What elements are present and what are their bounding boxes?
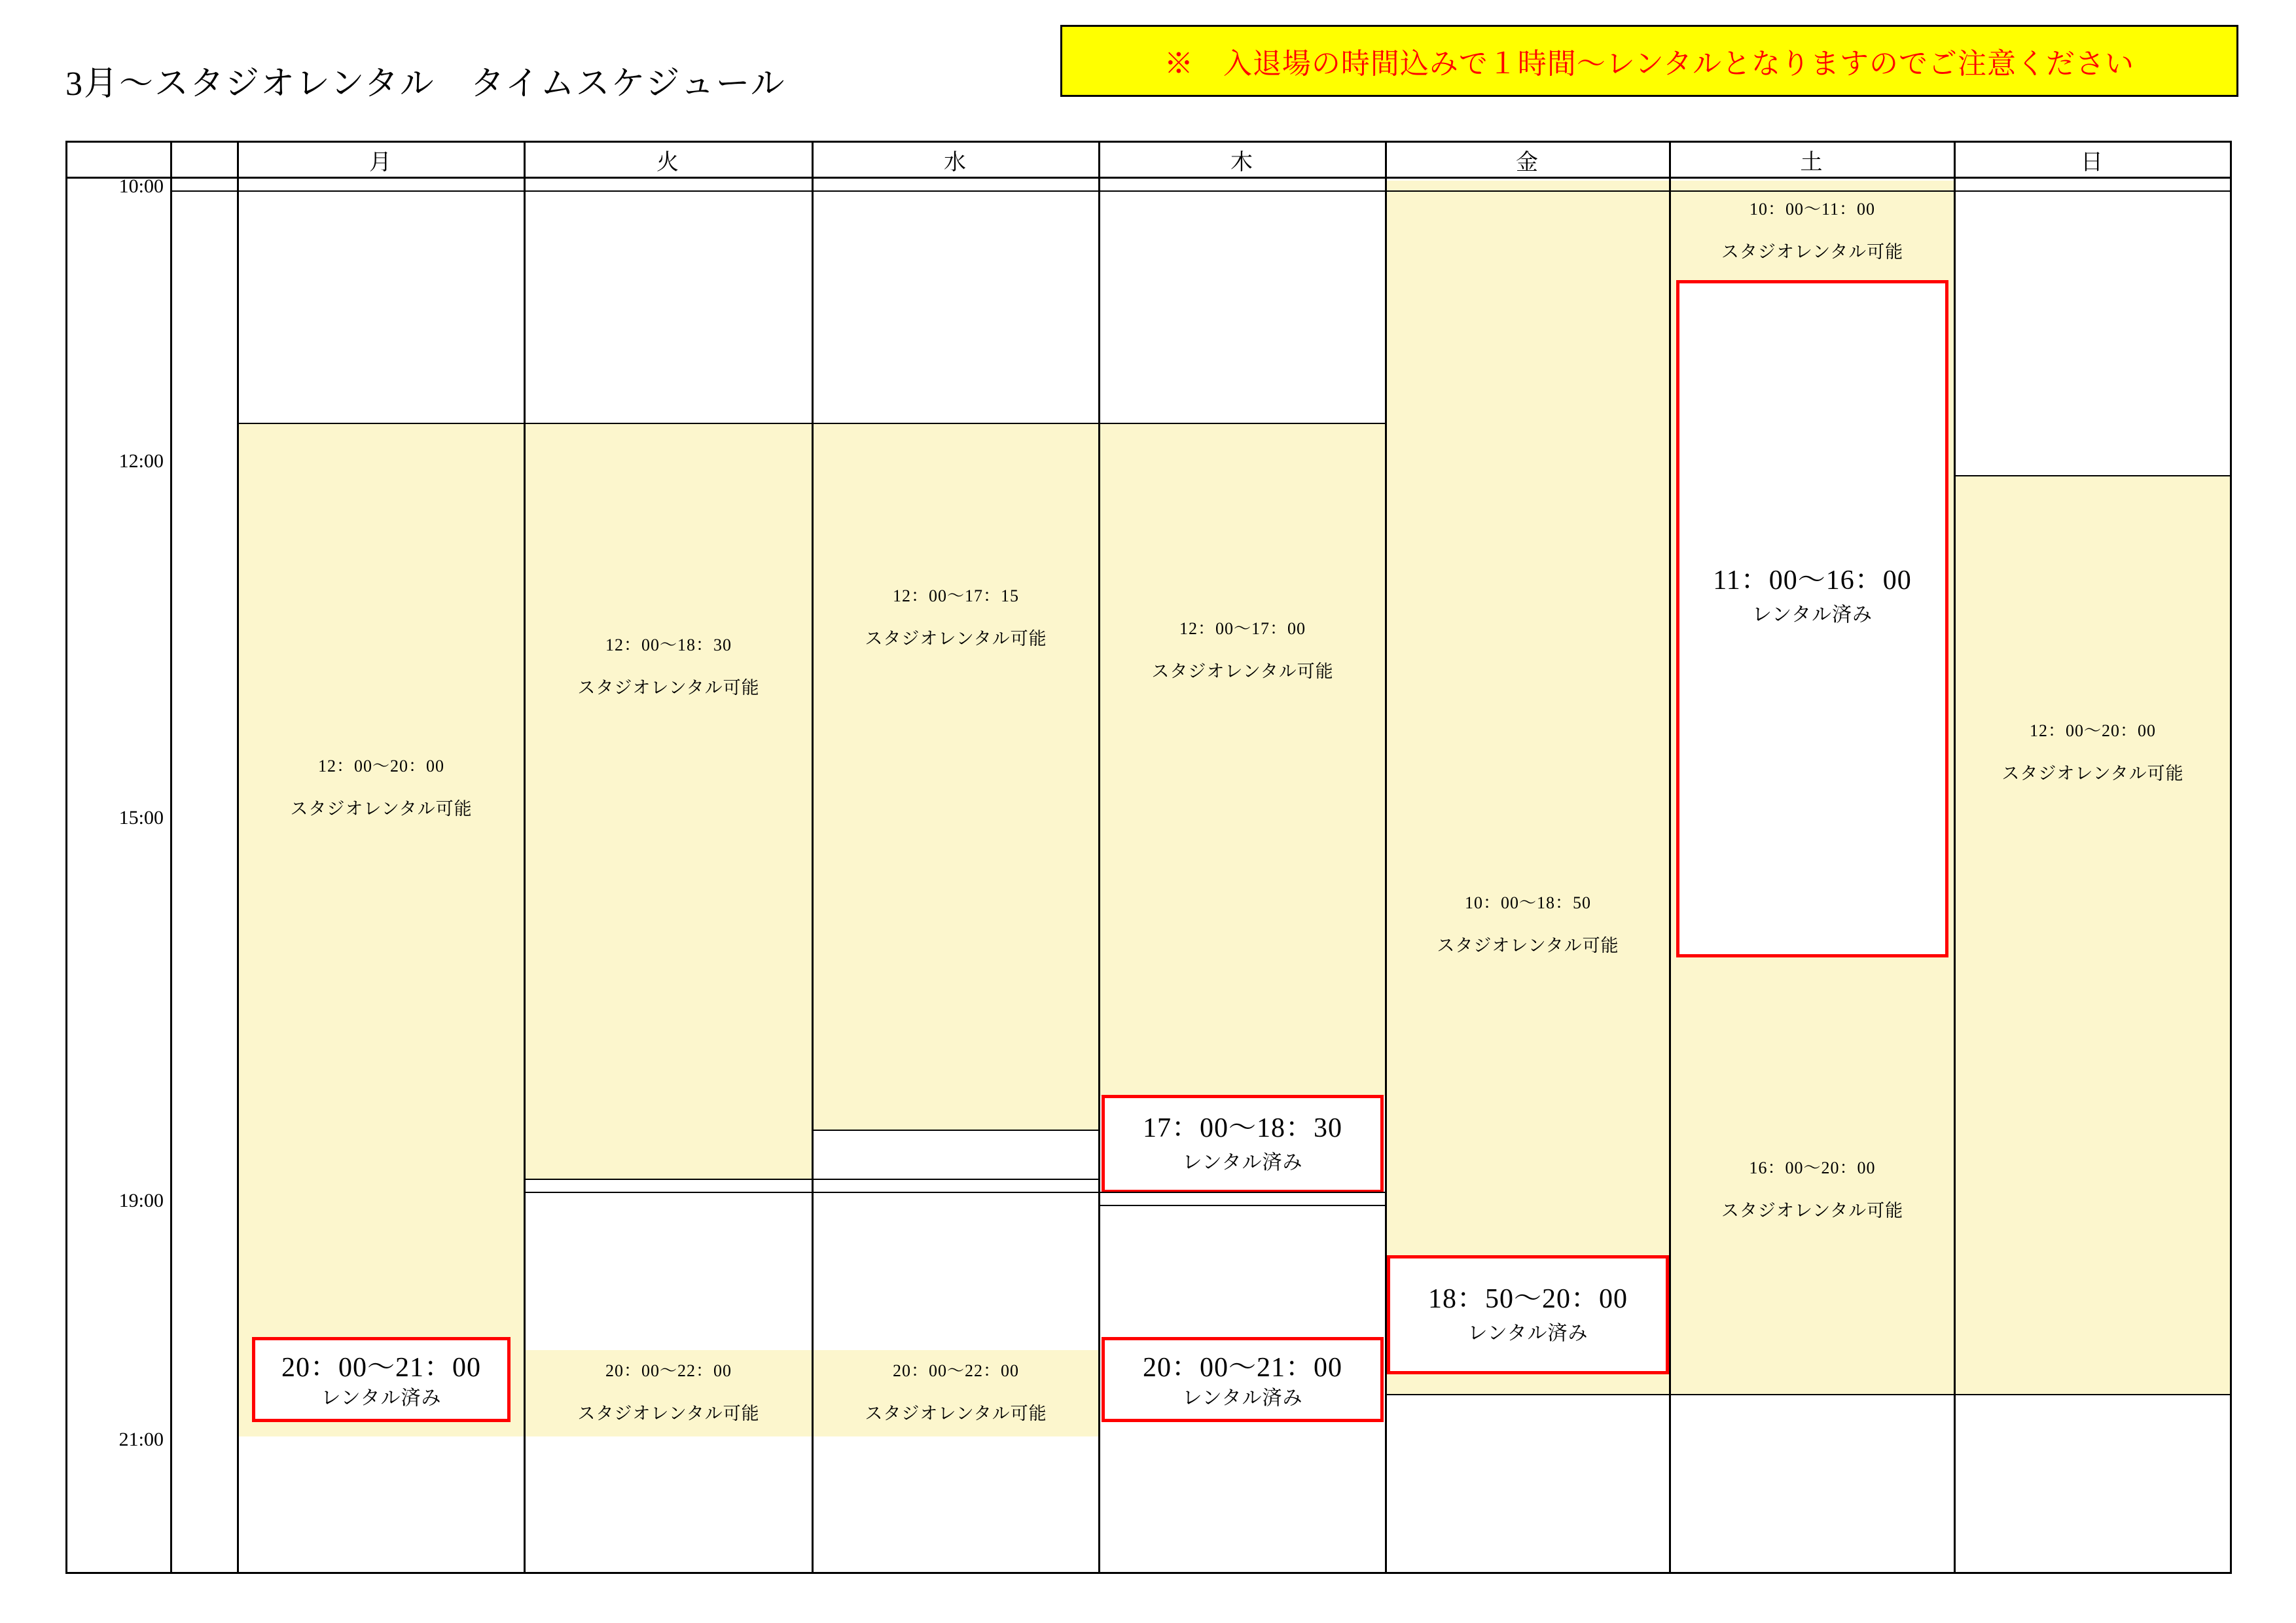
event-thu-available[interactable] [1100,423,1385,1096]
schedule-grid [65,141,2232,1574]
day-header-tue: 火 [656,150,679,175]
event-status: レンタル済み [1182,1152,1303,1173]
page-title: 3月～スタジオレンタル タイムスケジュール [65,65,786,103]
day-header-thu: 木 [1230,150,1253,175]
event-status: スタジオレンタル可能 [1721,242,1904,262]
row-rule-tue-1830 [526,1179,812,1180]
event-status: スタジオレンタル可能 [865,629,1047,649]
time-label-1900: 19:00 [118,1190,164,1211]
event-time: 12：00～20：00 [2029,721,2156,740]
event-thu-booked-2[interactable] [1102,1337,1384,1422]
event-status: スタジオレンタル可能 [1437,936,1619,955]
event-status: レンタル済み [1182,1387,1303,1409]
row-rule-fri-2000 [1387,1394,1669,1395]
event-status: スタジオレンタル可能 [865,1404,1047,1423]
event-status: レンタル済み [1467,1323,1588,1344]
event-wed-available[interactable] [814,423,1098,1130]
event-time: 20：00～21：00 [1142,1353,1342,1383]
row-rule-thu-1830 [1100,1192,1385,1193]
grid-border-right [2230,141,2232,1574]
event-time: 12：00～17：15 [892,586,1019,605]
notice-banner: ※ 入退場の時間込みで１時間～レンタルとなりますのでご注意ください [1060,25,2238,97]
row-rule-mon-1200 [239,423,524,424]
event-mon-available[interactable] [239,423,524,1436]
event-time: 10：00～18：50 [1464,893,1591,912]
event-status: スタジオレンタル可能 [577,1404,760,1423]
day-column-thu [1100,179,1385,1574]
day-column-mon [239,179,524,1574]
time-label-1500: 15:00 [118,807,164,829]
event-tue-available-2[interactable] [526,1350,812,1436]
event-sun-available[interactable] [1956,476,2230,1395]
event-tue-available[interactable] [526,423,812,1179]
row-rule-tue-1200 [526,423,812,424]
event-status-2: スタジオレンタル可能 [1721,1201,1904,1221]
event-time: 17：00～18：30 [1142,1113,1342,1143]
row-rule-sat-2000 [1671,1394,1954,1395]
day-column-sat [1671,179,1954,1574]
time-label-2100: 21:00 [118,1429,164,1450]
row-rule-wed-1830 [814,1179,1098,1180]
day-header-sun: 日 [2081,150,2103,175]
event-time: 12：00～18：30 [605,635,732,654]
time-label-1200: 12:00 [118,450,164,472]
day-header-sat: 土 [1800,150,1823,175]
row-rule-wed-1200 [814,423,1098,424]
grid-border-left [65,141,67,1574]
event-thu-booked[interactable] [1102,1095,1384,1193]
event-time-2: 16：00～20：00 [1749,1158,1876,1177]
day-column-fri [1387,179,1669,1574]
day-column-wed [814,179,1098,1574]
event-status: レンタル済み [321,1387,442,1409]
event-time: 18：50～20：00 [1427,1284,1628,1314]
event-mon-booked[interactable] [252,1337,511,1422]
day-header-wed: 水 [944,150,966,175]
event-status: スタジオレンタル可能 [1151,662,1334,681]
event-time: 10：00～11：00 [1749,200,1876,219]
day-header-fri: 金 [1516,150,1538,175]
row-rule-sun-1230 [1956,475,2230,476]
event-time: 20：00～22：00 [892,1361,1019,1380]
event-time: 11：00～16：00 [1713,565,1912,596]
event-time: 12：00～17：00 [1179,619,1306,638]
day-column-sun [1956,179,2230,1574]
row-rule-wed-1830b [814,1192,1098,1193]
event-status: レンタル済み [1751,604,1873,626]
row-rule-sun-2000 [1956,1394,2230,1395]
col-sep-time [170,141,172,1574]
day-column-tue [526,179,812,1574]
row-rule-thu-1200 [1100,423,1385,424]
event-fri-available[interactable] [1387,181,1669,1395]
event-time: 12：00～20：00 [317,757,444,776]
event-fri-booked[interactable] [1387,1255,1669,1374]
event-status: スタジオレンタル可能 [577,678,760,698]
row-rule-thu-1830b [1100,1205,1385,1206]
row-rule-tue-1830b [526,1192,812,1193]
row-rule-1000 [172,190,2230,192]
row-rule-wed-1715 [814,1130,1098,1131]
day-header-mon: 月 [369,150,391,175]
event-status: スタジオレンタル可能 [2001,764,2184,783]
time-label-1000: 10:00 [118,175,164,197]
event-status: スタジオレンタル可能 [290,799,473,819]
event-time: 20：00～21：00 [281,1353,481,1383]
event-time: 20：00～22：00 [605,1361,732,1380]
event-wed-available-2[interactable] [814,1350,1098,1436]
event-sat-booked[interactable] [1676,280,1948,957]
